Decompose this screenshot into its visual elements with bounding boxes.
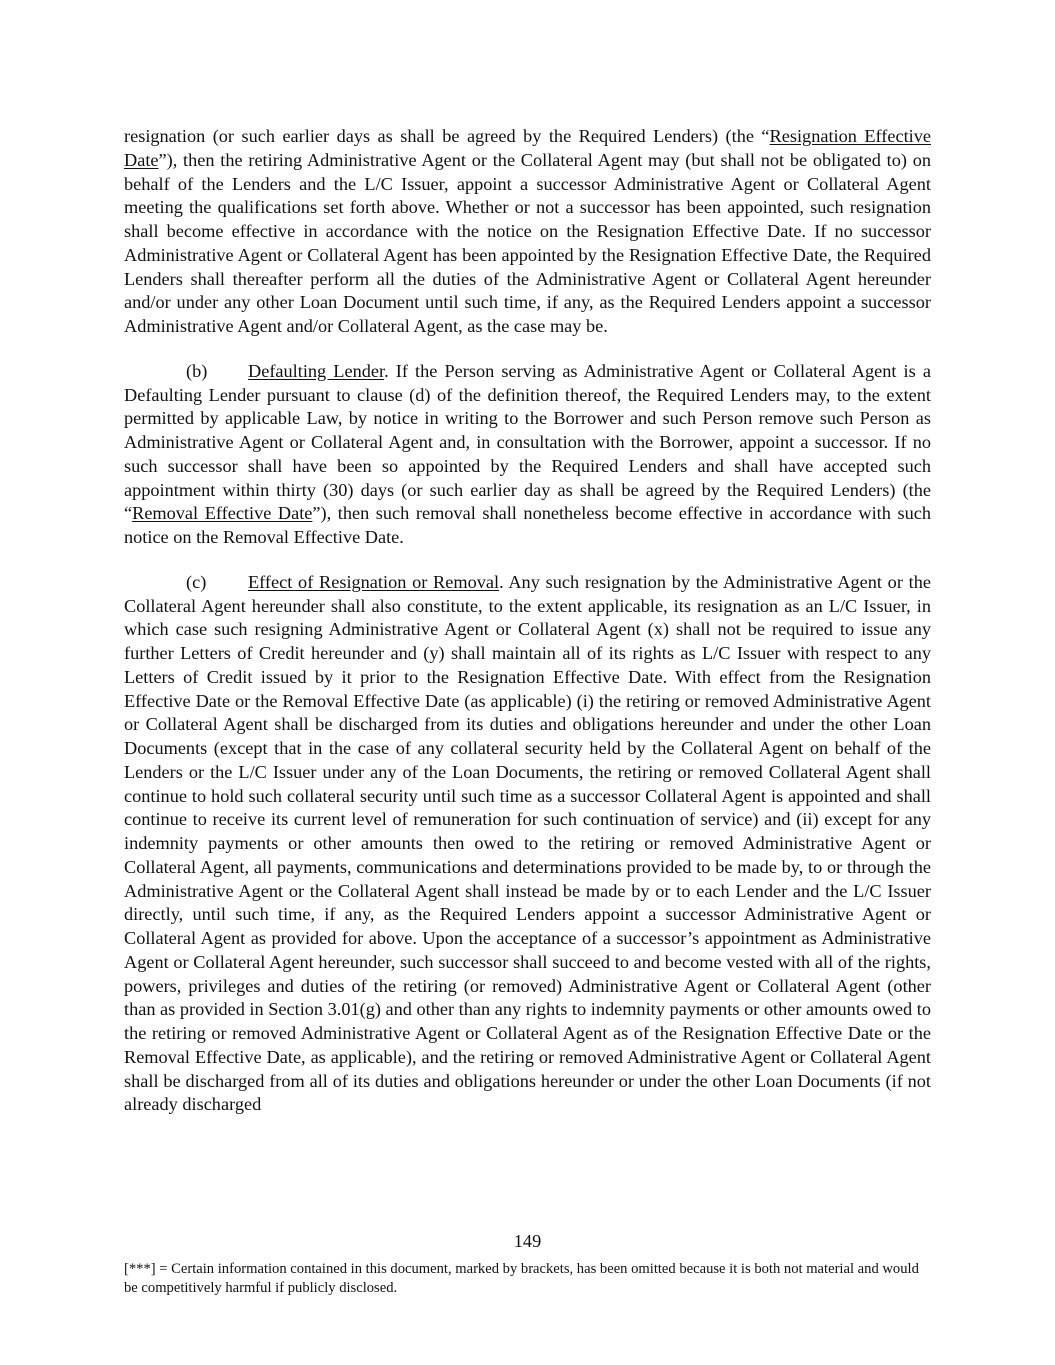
- body-text: [124, 125, 931, 1138]
- paragraph-b-text-2: ”), then such removal shall nonetheless become effective in accordance with such notice on the Removal Effective Date.: [124, 503, 931, 547]
- paragraph-b-text-1: . If the Person serving as Administrative Agent or Collateral Agent is a Defaulting Lender pursuant to clause (d) of the definition thereof, the Required Lenders may, to the extent permitted by applicable Law, by notice in writing to the Borrower and such Person remove such Person as Administrative Agent or Collateral Agent and, in consultation with the Borrower, appoint a successor. If no such successor shall have been so appointed by the Required Lenders and shall have accepted such appointment within thirty (30) days (or such earlier day as shall be agreed by the Required Lenders) (the “: [124, 360, 931, 524]
- paragraph-b: [124, 360, 931, 550]
- paragraph-a-text-1: resignation (or such earlier days as shall be agreed by the Required Lenders) (the “: [124, 126, 770, 146]
- paragraph-c-text-1: . Any such resignation by the Administrative Agent or the Collateral Agent hereunder shall also constitute, to the extent applicable, its resignation as an L/C Issuer, in which case such resigning Administrative Agent or Collateral Agent (x) shall not be required to issue any further Letters of Credit hereunder and (y) shall maintain all of its rights as L/C Issuer with respect to any Letters of Credit issued by it prior to the Resignation Effective Date. With effect from the Resignation Effective Date or the Removal Effective Date (as applicable) (i) the retiring or removed Administrative Agent or Collateral Agent shall be discharged from its duties and obligations hereunder and under the other Loan Documents (except that in the case of any collateral security held by the Collateral Agent on behalf of the Lenders or the L/C Issuer under any of the Loan Documents, the retiring or removed Collateral Agent shall continue to hold such collateral security until such time as a successor Collateral Agent is appointed and shall continue to receive its current level of remuneration for such continuation of service) and (ii) except for any indemnity payments or other amounts then owed to the retiring or removed Administrative Agent or Collateral Agent, all payments, communications and determinations provided to be made by, to or through the Administrative Agent or the Collateral Agent shall instead be made by or to each Lender and the L/C Issuer directly, until such time, if any, as the Required Lenders appoint a successor Administrative Agent or Collateral Agent as provided for above. Upon the acceptance of a successor’s appointment as Administrative Agent or Collateral Agent hereunder, such successor shall succeed to and become vested with all of the rights, powers, privileges and duties of the retiring (or removed) Administrative Agent or Collateral Agent (other than as provided in Section 3.01(g) and other than any rights to indemnity payments or other amounts owed to the retiring or removed Administrative Agent or Collateral Agent as of the Resignation Effective Date or the Removal Effective Date, as applicable), and the retiring or removed Administrative Agent or Collateral Agent shall be discharged from all of its duties and obligations hereunder or under the other Loan Documents (if not already discharged: [124, 571, 931, 1115]
- paragraph-c-heading: Effect of Resignation or Removal: [248, 571, 500, 592]
- footnote: [***] = Certain information contained in this document, marked by brackets, has been omitted because it is both not material and would be competitively harmful if publicly disclosed.: [124, 1261, 919, 1296]
- paragraph-c: [124, 571, 931, 1117]
- defined-term-removal-effective-date: Removal Effective Date: [132, 503, 313, 524]
- defined-term-resignation-effective-date: Resignation Effective Date: [124, 126, 931, 170]
- page-number: 149: [513, 1231, 542, 1251]
- paragraph-b-heading: Defaulting Lender: [248, 360, 385, 381]
- paragraph-a-text-2: ”), then the retiring Administrative Agent or the Collateral Agent may (but shall not be obligated to) on behalf of the Lenders and the L/C Issuer, appoint a successor Administrative Agent or Collateral Agent meeting the qualifications set forth above. Whether or not a successor has been appointed, such resignation shall become effective in accordance with the notice on the Resignation Effective Date. If no successor Administrative Agent or Collateral Agent has been appointed by the Resignation Effective Date, the Required Lenders shall thereafter perform all the duties of the Administrative Agent or Collateral Agent hereunder and/or under any other Loan Document until such time, if any, as the Required Lenders appoint a successor Administrative Agent and/or Collateral Agent, as the case may be.: [124, 149, 931, 336]
- paragraph-c-label: (c): [186, 571, 207, 592]
- paragraph-a-continuation: [124, 125, 931, 339]
- paragraph-b-label: (b): [186, 360, 208, 381]
